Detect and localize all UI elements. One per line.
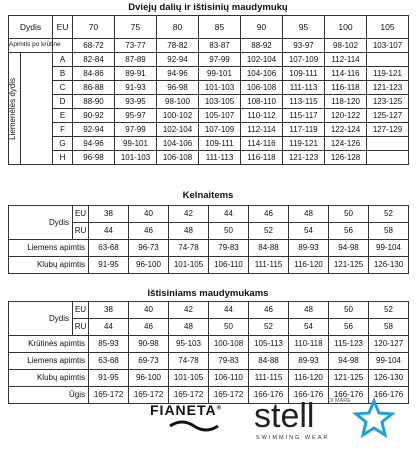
cup-cell: C [53, 81, 73, 95]
bra-size-table [8, 15, 409, 165]
bust-cell: 110-112 [241, 109, 283, 123]
measure-cell: 106-110 [209, 370, 249, 387]
hip-cell: 96-100 [129, 257, 169, 274]
bust-cell: 96-98 [73, 151, 115, 165]
bust-cell: 124-126 [325, 137, 367, 151]
cup-cell: A [53, 53, 73, 67]
table-row [9, 95, 409, 109]
bust-cell: 99-101 [115, 137, 157, 151]
bust-cell: 101-103 [115, 151, 157, 165]
table3-title: Ištisiniams maudymukams [147, 288, 269, 299]
waist-cell: 89-93 [289, 240, 329, 257]
underbust-cell: 83-87 [199, 39, 241, 53]
bust-cell: 102-104 [157, 123, 199, 137]
hip-cell: 91-95 [89, 257, 129, 274]
bust-cell: 118-120 [325, 95, 367, 109]
bust-cell: 125-127 [367, 109, 409, 123]
bust-cell: 92-94 [73, 123, 115, 137]
side-label: Liemenėlės dydis [8, 77, 17, 140]
measure-cell: 116-120 [289, 370, 329, 387]
bust-cell: 111-113 [283, 81, 325, 95]
measure-label: Ūgis [9, 387, 89, 404]
underbust-cell: 98-102 [325, 39, 367, 53]
waist-cell: 79-83 [209, 240, 249, 257]
bust-cell: 119-121 [367, 67, 409, 81]
band-size-cell: 75 [115, 16, 157, 39]
measure-cell: 85-93 [89, 336, 129, 353]
eu-size-cell: 40 [129, 206, 169, 223]
bust-cell: 94-96 [73, 137, 115, 151]
cup-cell: E [53, 109, 73, 123]
ru-size-cell: 54 [289, 223, 329, 240]
bust-cell: 127-129 [367, 123, 409, 137]
bust-cell: 84-86 [73, 67, 115, 81]
bust-cell: 114-116 [241, 137, 283, 151]
band-size-cell: 105 [367, 16, 409, 39]
measure-cell: 166-176 [289, 387, 329, 404]
bust-cell: 86-88 [73, 81, 115, 95]
bust-cell: 82-84 [73, 53, 115, 67]
bust-cell: 114-116 [325, 67, 367, 81]
ru-size-cell: 44 [89, 319, 129, 336]
measure-cell: 120-127 [369, 336, 409, 353]
ru-size-cell: 58 [369, 319, 409, 336]
bust-cell: 98-100 [157, 95, 199, 109]
table-row [9, 109, 409, 123]
bust-cell [367, 53, 409, 67]
underbust-cell: 68-72 [73, 39, 115, 53]
bust-cell: 105-107 [199, 109, 241, 123]
spacer-cell [21, 53, 53, 165]
measure-label: Klubų apimtis [9, 370, 89, 387]
eu-label: EU [73, 302, 89, 319]
measure-cell: 126-130 [369, 370, 409, 387]
fianeta-logo: FIANETA® [150, 402, 223, 418]
liemens-label: Liemens apimtis [9, 240, 89, 257]
bust-cell: 122-124 [325, 123, 367, 137]
hip-cell: 106-110 [209, 257, 249, 274]
stella-wordmark: stell [254, 397, 315, 435]
eu-size-cell: 48 [289, 302, 329, 319]
table2-title: Kelnaitems [182, 190, 234, 201]
measure-cell: 110-118 [289, 336, 329, 353]
measure-cell: 165-172 [209, 387, 249, 404]
hip-cell: 126-130 [369, 257, 409, 274]
underbust-cell: 93-97 [283, 39, 325, 53]
bust-cell: 113-115 [283, 95, 325, 109]
measure-cell: 100-108 [209, 336, 249, 353]
band-size-cell: 100 [325, 16, 367, 39]
ru-size-cell: 54 [289, 319, 329, 336]
underbust-cell: 88-92 [241, 39, 283, 53]
measure-cell: 90-98 [129, 336, 169, 353]
measure-cell: 63-68 [89, 353, 129, 370]
bust-cell: 111-113 [199, 151, 241, 165]
ru-label: RU [73, 223, 89, 240]
bust-cell: 103-105 [199, 95, 241, 109]
table-row [9, 67, 409, 81]
bust-cell: 106-108 [157, 151, 199, 165]
eu-label: EU [73, 206, 89, 223]
ru-size-cell: 52 [249, 223, 289, 240]
table-row [9, 123, 409, 137]
cup-cell: F [53, 123, 73, 137]
bust-cell: 119-121 [283, 137, 325, 151]
eu-size-cell: 38 [89, 206, 129, 223]
bust-cell: 99-101 [199, 67, 241, 81]
bust-cell: 109-111 [283, 67, 325, 81]
bust-cell: 126-128 [325, 151, 367, 165]
cup-cell: B [53, 67, 73, 81]
cup-cell: G [53, 137, 73, 151]
table-row [9, 370, 409, 387]
measure-cell: 165-172 [129, 387, 169, 404]
measure-cell: 79-83 [209, 353, 249, 370]
eu-size-cell: 40 [129, 302, 169, 319]
bust-cell: 117-119 [283, 123, 325, 137]
measure-cell: 96-100 [129, 370, 169, 387]
ru-size-cell: 58 [369, 223, 409, 240]
bust-cell: 120-122 [325, 109, 367, 123]
waist-cell: 84-88 [249, 240, 289, 257]
bust-cell: 115-117 [283, 109, 325, 123]
bust-cell: 121-123 [367, 81, 409, 95]
measure-cell: 94-98 [329, 353, 369, 370]
band-size-cell: 90 [241, 16, 283, 39]
table-row [9, 336, 409, 353]
eu-label: EU [53, 16, 73, 39]
measure-cell: 165-172 [169, 387, 209, 404]
bust-cell: 112-114 [241, 123, 283, 137]
bust-cell: 89-91 [115, 67, 157, 81]
bust-cell: 94-96 [157, 67, 199, 81]
table-row [9, 81, 409, 95]
bust-cell: 92-94 [157, 53, 199, 67]
bust-cell: 100-102 [157, 109, 199, 123]
bust-cell: 93-95 [115, 95, 157, 109]
measure-cell: 115-123 [329, 336, 369, 353]
underbust-cell: 78-82 [157, 39, 199, 53]
measure-cell: 84-88 [249, 353, 289, 370]
ru-size-cell: 44 [89, 223, 129, 240]
bust-cell: 95-97 [115, 109, 157, 123]
ru-size-cell: 48 [169, 319, 209, 336]
waist-cell: 94-98 [329, 240, 369, 257]
bust-cell: 116-118 [241, 151, 283, 165]
bust-cell: 116-118 [325, 81, 367, 95]
swimsuit-size-table [8, 301, 409, 404]
measure-label: Liemens apimtis [9, 353, 89, 370]
bust-cell: 123-125 [367, 95, 409, 109]
eu-size-cell: 46 [249, 206, 289, 223]
measure-cell: 69-73 [129, 353, 169, 370]
hip-cell: 111-115 [249, 257, 289, 274]
eu-size-cell: 42 [169, 206, 209, 223]
fianeta-logo-text: FIANETA [150, 402, 217, 418]
measure-cell: 166-176 [369, 387, 409, 404]
eu-size-cell: 52 [369, 302, 409, 319]
bust-cell: 97-99 [199, 53, 241, 67]
waist-cell: 99-104 [369, 240, 409, 257]
measure-cell: 166-176 [329, 387, 369, 404]
measure-cell: 105-113 [249, 336, 289, 353]
briefs-size-table [8, 205, 409, 274]
measure-cell: 99-104 [369, 353, 409, 370]
table1-title: Dviejų dalių ir ištisinių maudymukų [128, 2, 288, 13]
bust-cell: 121-123 [283, 151, 325, 165]
bust-cell: 87-89 [115, 53, 157, 67]
star-icon [356, 401, 392, 435]
eu-size-cell: 42 [169, 302, 209, 319]
bust-cell: 112-114 [325, 53, 367, 67]
measure-label: Krūtinės apimtis [9, 336, 89, 353]
ru-label: RU [73, 319, 89, 336]
stella-logo [254, 393, 404, 443]
bust-cell: 97-99 [115, 123, 157, 137]
ru-size-cell: 50 [209, 223, 249, 240]
bust-cell: 107-109 [283, 53, 325, 67]
waist-cell: 63-68 [89, 240, 129, 257]
table-row [9, 353, 409, 370]
eu-size-cell: 44 [209, 302, 249, 319]
dydis-label: Dydis [9, 206, 73, 240]
side-label-cell [9, 53, 21, 165]
bust-cell: 102-104 [241, 53, 283, 67]
eu-size-cell: 46 [249, 302, 289, 319]
measure-cell: 101-105 [169, 370, 209, 387]
bust-cell: 109-111 [199, 137, 241, 151]
eu-size-cell: 50 [329, 206, 369, 223]
measure-cell: 165-172 [89, 387, 129, 404]
measure-cell: 89-93 [289, 353, 329, 370]
eu-size-cell: 38 [89, 302, 129, 319]
measure-cell: 111-115 [249, 370, 289, 387]
dydis-label: Dydis [9, 16, 53, 39]
eu-size-cell: 44 [209, 206, 249, 223]
bust-cell: 90-92 [73, 109, 115, 123]
dydis-label: Dydis [9, 302, 73, 336]
bust-cell: 108-110 [241, 95, 283, 109]
bust-cell: 96-98 [157, 81, 199, 95]
measure-cell: 74-78 [169, 353, 209, 370]
stella-top-text: DI MARE [328, 398, 351, 404]
waist-cell: 96-73 [129, 240, 169, 257]
ru-size-cell: 46 [129, 319, 169, 336]
band-size-cell: 80 [157, 16, 199, 39]
stella-sub-text: SWIMMING WEAR [256, 435, 330, 441]
table-row [9, 151, 409, 165]
measure-cell: 95-103 [169, 336, 209, 353]
ru-size-cell: 46 [129, 223, 169, 240]
band-size-cell: 85 [199, 16, 241, 39]
underbust-cell: 103-107 [367, 39, 409, 53]
bust-cell: 91-93 [115, 81, 157, 95]
fianeta-wave-icon [168, 420, 220, 432]
ru-size-cell: 50 [209, 319, 249, 336]
klubu-label: Klubų apimtis [9, 257, 89, 274]
cup-cell: D [53, 95, 73, 109]
measure-cell: 91-95 [89, 370, 129, 387]
band-size-cell: 70 [73, 16, 115, 39]
ru-size-cell: 48 [169, 223, 209, 240]
hip-cell: 121-125 [329, 257, 369, 274]
eu-size-cell: 48 [289, 206, 329, 223]
underbust-cell: 73-77 [115, 39, 157, 53]
bust-cell: 107-109 [199, 123, 241, 137]
cup-cell: H [53, 151, 73, 165]
band-size-cell: 95 [283, 16, 325, 39]
bust-cell: 104-106 [241, 67, 283, 81]
hip-cell: 116-120 [289, 257, 329, 274]
bust-cell: 88-90 [73, 95, 115, 109]
bust-cell: 104-106 [157, 137, 199, 151]
measure-cell: 121-125 [329, 370, 369, 387]
table-row [9, 137, 409, 151]
bust-cell [367, 151, 409, 165]
table-row [9, 53, 409, 67]
measure-cell: 166-176 [249, 387, 289, 404]
bust-cell [367, 137, 409, 151]
bust-cell: 101-103 [199, 81, 241, 95]
bust-cell: 106-108 [241, 81, 283, 95]
eu-size-cell: 52 [369, 206, 409, 223]
eu-size-cell: 50 [329, 302, 369, 319]
ru-size-cell: 56 [329, 319, 369, 336]
ru-size-cell: 52 [249, 319, 289, 336]
ru-size-cell: 56 [329, 223, 369, 240]
waist-cell: 74-78 [169, 240, 209, 257]
hip-cell: 101-105 [169, 257, 209, 274]
apimtis-label: Apimtis po krūtine [9, 39, 53, 53]
